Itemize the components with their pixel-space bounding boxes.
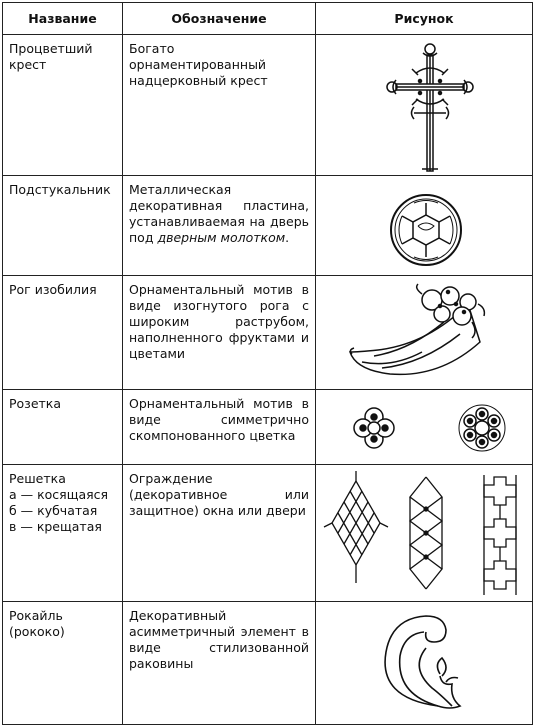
table-row (3, 390, 533, 465)
door-knocker-plate-icon (322, 182, 535, 275)
header-designation: Обозначение (123, 3, 316, 35)
lattice-diagonal (324, 471, 388, 583)
term-variant: в — крещатая (9, 519, 102, 534)
rosette-four-petal (354, 408, 394, 448)
term-figure (316, 390, 533, 465)
term-figure (316, 602, 533, 725)
description-link-term: дверным молотком (157, 230, 286, 245)
description-text-end: . (285, 230, 290, 245)
term-name: Рог изобилия (3, 276, 123, 390)
term-name: Рокайль (рококо) (3, 602, 123, 725)
header-row (3, 3, 533, 35)
cornucopia-icon (322, 282, 535, 389)
term-figure (316, 465, 533, 602)
lattice-cross (484, 475, 516, 595)
header-name: Название (3, 3, 123, 35)
table-row (3, 602, 533, 725)
term-figure (316, 176, 533, 276)
rocaille-shell-icon (322, 608, 535, 724)
term-variant: б — кубчатая (9, 503, 98, 518)
term-name-main: Решетка (9, 471, 66, 486)
term-description: Ограждение (декоративное или защитное) окна или двери (123, 465, 316, 602)
header-figure: Рисунок (316, 3, 533, 35)
table-row (3, 35, 533, 176)
term-description: Орнаментальный мотив в виде изогнутого рога с широким раструбом, наполненного фруктами и цветами (123, 276, 316, 390)
rosette-seven-petal (459, 405, 505, 451)
term-name: Подстукальник (3, 176, 123, 276)
table-row (3, 176, 533, 276)
glossary-table (2, 2, 533, 725)
term-description: Богато орнаментированный надцерковный крест (123, 35, 316, 176)
table-row (3, 276, 533, 390)
table-row (3, 465, 533, 602)
term-description: Орнаментальный мотив в виде симметрично скомпонованного цветка (123, 390, 316, 465)
description-text: Металлическая декоративная пластина, устанавливаемая на дверь под (129, 182, 309, 245)
term-figure (316, 35, 533, 176)
term-description (123, 176, 316, 276)
term-variant: а — косящаяся (9, 487, 109, 502)
rosette-icon (322, 396, 535, 464)
lattice-cubic (410, 477, 442, 589)
lattice-icon (322, 471, 535, 601)
flowered-cross-icon (322, 41, 535, 175)
term-description: Декоративный асимметричный элемент в виде стилизованной раковины (123, 602, 316, 725)
term-figure (316, 276, 533, 390)
term-name: Розетка (3, 390, 123, 465)
term-name (3, 465, 123, 602)
term-name: Процветший крест (3, 35, 123, 176)
